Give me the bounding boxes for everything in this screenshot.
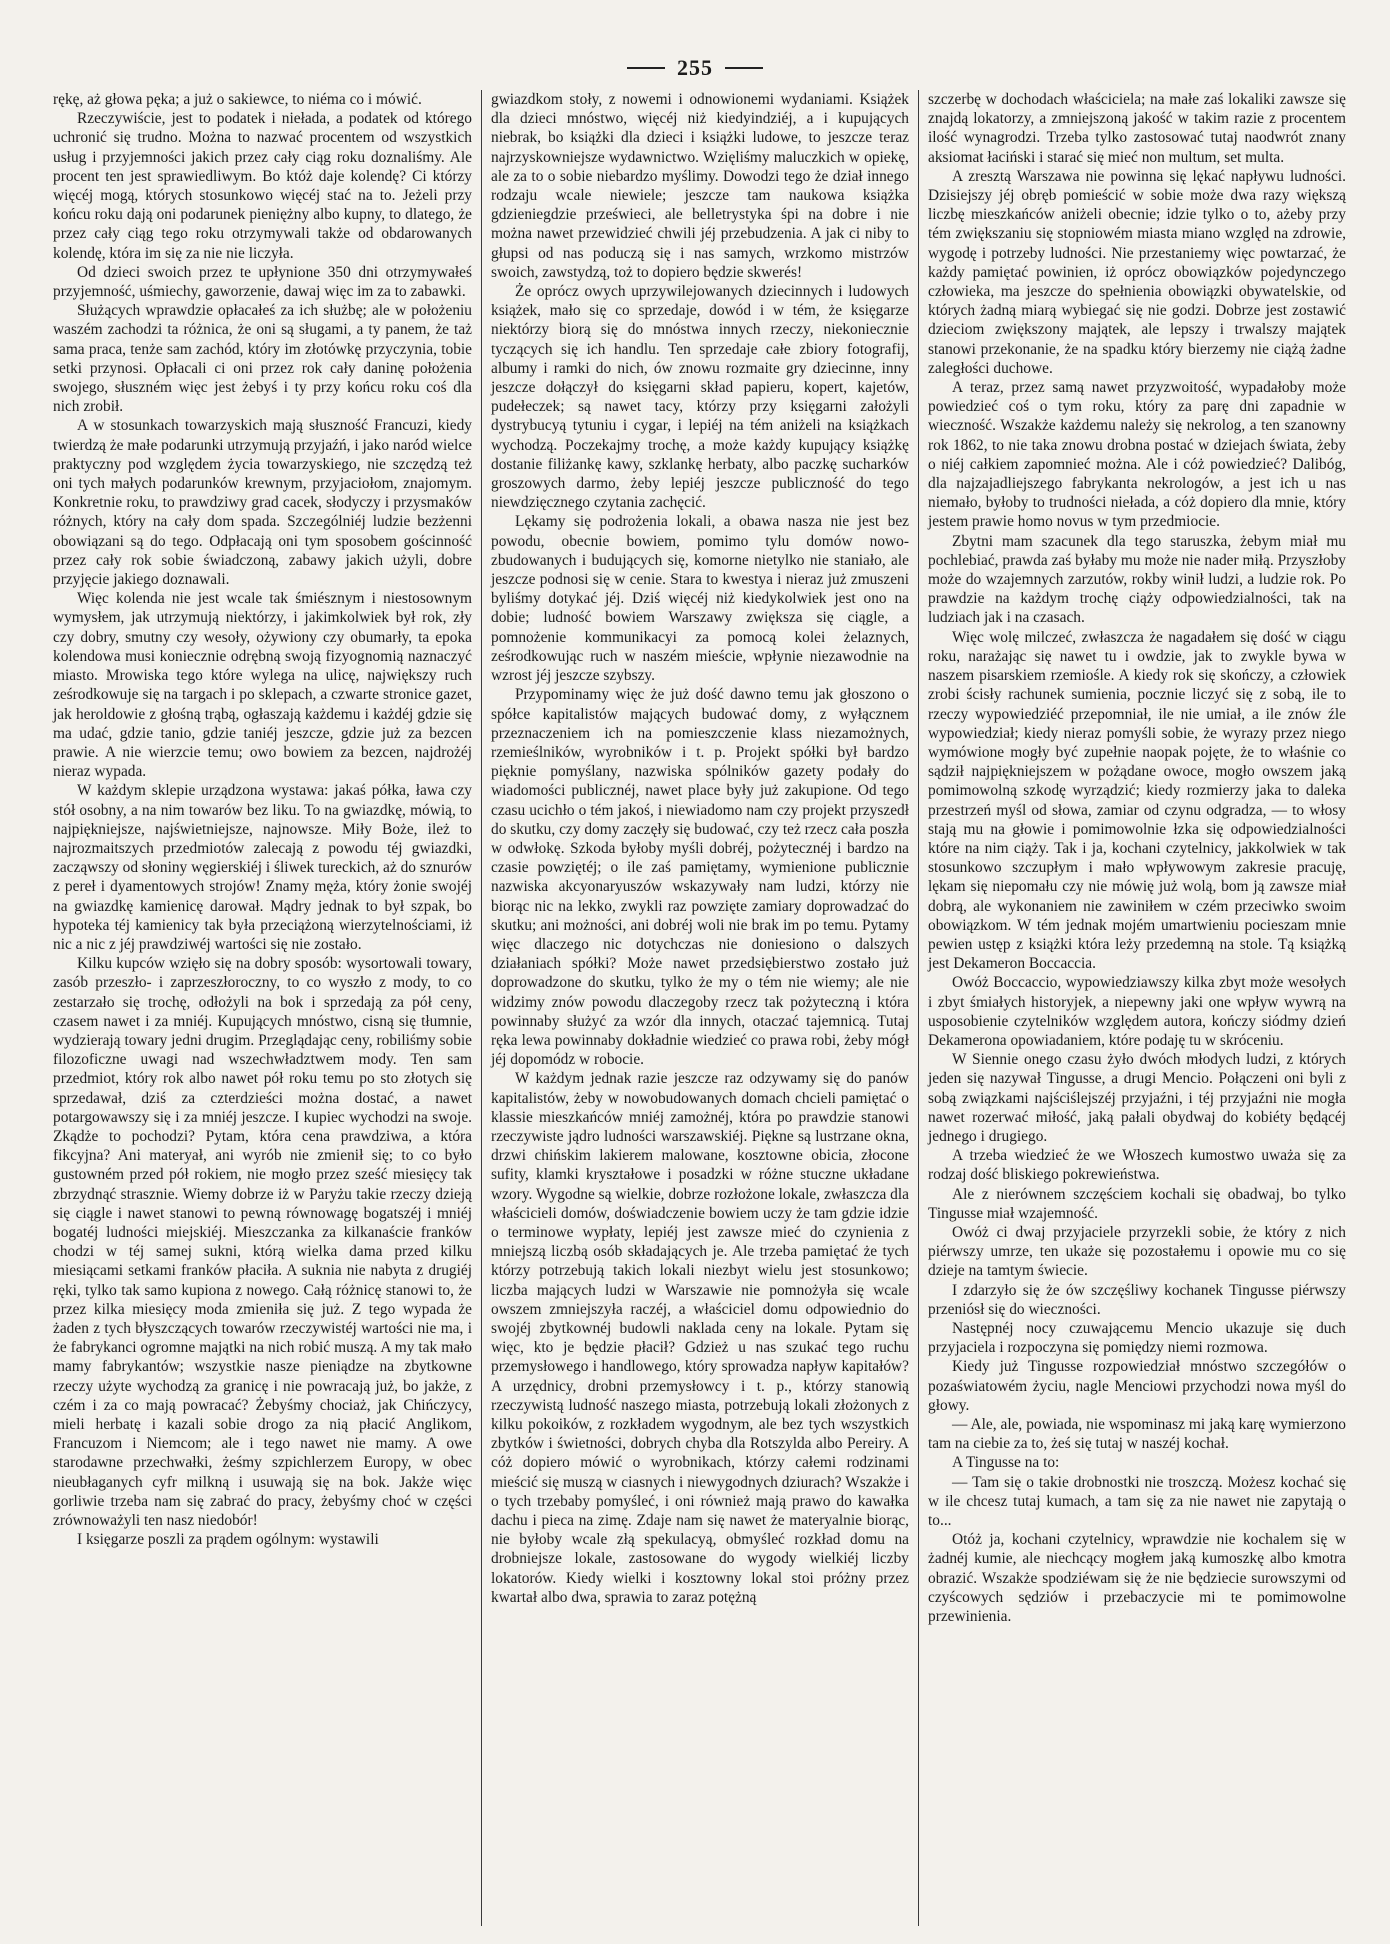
paragraph: A Tingusse na to:: [952, 1454, 1060, 1472]
paragraph: rękę, aż głowa pęka; a już o sakiewce, to niéma co i mówić.: [53, 91, 422, 108]
paragraph: Służących wprawdzie opłacałeś za ich służbę; ale w położeniu waszém zachodzi ta różnica, że oni są sługami, a ty panem, że taż sama praca, tenże sam zachód, który im złotówkę przyczynia, tobie setki przynosi. Opłacali ci oni przez rok cały daninę położenia swojego, słuszném więc jest żebyś i ty przy końcu roku coś dla nich zrobił.: [53, 302, 472, 416]
paragraph: A w stosunkach towarzyskich mają słuszność Francuzi, kiedy twierdzą że małe podarunki utrzymują przyjaźń, i jako naród wielce praktyczny pod względem życia towarzyskiego, nie szczędzą też oni tych małych podarunków krewnym, przyjaciołom, znajomym. Konkretnie roku, to prawdziwy grad cacek, słodyczy i przysmaków różnych, który na cały dom spada. Szczególniéj ludzie bezżenni obowiązani są do tego. Odpłacają oni tym sposobem gościnność przez cały rok sobie świadczoną, zabawy jakich użyli, dobre przyjęcie jakiego doznawali.: [53, 417, 472, 589]
paragraph: Ale z nierównem szczęściem kochali się obadwaj, bo tylko Tingusse miał wzajemność.: [928, 1185, 1346, 1222]
column-2: [481, 90, 918, 1926]
paragraph: — Ale, ale, powiada, nie wspominasz mi jaką karę wymierzono tam na ciebie za to, żeś się tutaj w naszéj kochał.: [928, 1416, 1346, 1453]
paragraph: Od dzieci swoich przez te upłynione 350 dni otrzymywałeś przyjemność, uśmiechy, gaworzenie, dawaj więc im za to zabawki.: [53, 263, 472, 301]
paragraph: Więc kolenda nie jest wcale tak śmiésznym i niestosownym wymysłem, jak utrzymują niektórzy, i jakimkolwiek był rok, zły czy dobry, smutny czy wesoły, ożywiony czy obumarły, ta epoka kolendowa musi koniecznie odrębną swoją fizyognomią naznaczyć miasto. Mrowiska tego które wylega na ulicę, największy ruch ześrodkowuje się na targach i po sklepach, a czwarte stronice gazet, jak heroldowie z głośną trąbą, ogłaszają każdemu i każdéj gdzie się ma udać, gdzie tanio, gdzie taniéj jeszcze, gdzie już za bezcen prawie. A nie wierzcie temu; owo bowiem za bezcen, najdrożéj nieraz wypada.: [53, 590, 472, 781]
paragraph: Owóż ci dwaj przyjaciele przyrzekli sobie, że który z nich piérwszy umrze, ten ukaże się pozostałemu i opowie mu co się dzieje na tamtym świecie.: [928, 1223, 1346, 1280]
paragraph: Że oprócz owych uprzywilejowanych dziecinnych i ludowych książek, mało się co sprzedaje, dowód i w tém, że księgarze niektórzy biorą się do mnóstwa innych rzeczy, niekoniecznie tyczących się ich handlu. Ten sprzedaje całe zbiory fotografij, albumy i ramki do nich, ów znowu rozmaite gry dziecinne, inny jeszcze dołączył do księgarni skład papieru, kopert, kajetów, pudełeczek; są nawet tacy, którzy przy księgarni założyli dystrybucyą tytuniu i cygar, i lepiéj na tém aniżeli na książkach wychodzą. Poczekajmy trochę, a może każdy kupujący książkę dostanie filiżankę kawy, szklankę herbaty, albo paczkę sucharków groszowych darmo, żeby lepiéj jeszcze publiczność do tego niewdzięcznego czytania zachęcić.: [491, 283, 909, 512]
page-header: [0, 50, 1390, 86]
page-number: 255: [677, 55, 713, 80]
paragraph: I zdarzyło się że ów szczęśliwy kochanek Tingusse piérwszy przeniósł się do wieczności.: [928, 1281, 1346, 1318]
paragraph: A zresztą Warszawa nie powinna się lękać napływu ludności. Dzisiejszy jéj obręb pomieścić w sobie może dwa razy większą liczbę mieszkańców aniżeli obecnie; idzie tylko o to, ażeby przy tém zwiększaniu się stopniowém miasta miano względ na zdrowie, wygodę i potrzeby ludności. Nie przestaniemy więc powtarzać, że każdy pamiętać powinien, iż oprócz obowiązków pojedynczego człowieka, ma jeszcze do spełnienia obowiązki obywatelskie, od których żadną miarą wybiegać się nie godzi. Dobrze jest zostawić dzieciom zwiększony majątek, ale lepszy i trwalszy majątek stanowi przekonanie, że na spadku który bierzemy nie ciążą żadne zaległości duchowe.: [928, 167, 1346, 377]
paragraph: W każdym jednak razie jeszcze raz odzywamy się do panów kapitalistów, żeby w nowobudowanych domach chcieli pamiętać o klassie mieszkańców mniéj zamożnéj, która po prawdzie stanowi rzeczywiste jądro ludności warszawskiéj. Piękne są lustrzane okna, drzwi chińskim lakierem malowane, kosztowne obicia, złocone sufity, klamki kryształowe i posadzki w różne stuczne układane wzory. Wygodne są wielkie, dobrze rozłożone lokale, zwłaszcza dla właścicieli domów, doświadczenie bowiem uczy że tam gdzie idzie o terminowe wypłaty, lepiéj jest zawsze mieć do czynienia z mniejszą liczbą osób składających je. Ale trzeba pamiętać że tych którzy potrzebują takich lokali niezbyt wielu jest stosunkowo; liczba mających ludzi w Warszawie nie pomnożyła się wcale owszem zmniejszyła raczéj, a właściciel domu odpowiednio do swojéj zbytkownéj budowli naklada ceny na lokale. Pytam się więc, kto je będzie płacił? Gdzież u nas szukać tego ruchu przemysłowego i handlowego, który sprowadza napływ kapitałów? A urzędnicy, drobni przemysłowcy i t. p., którzy stanowią rzeczywistą ludność naszego miasta, potrzebują lokali złożonych z kilku pokoików, z rozkładem wygodnym, ale bez tych wszystkich zbytków i świetności, dobrych chyba dla Rotszylda albo Pereiry. A cóż dopiero mówić o wyrobnikach, którzy całemi rodzinami mieścić się muszą w ciasnych i niewygodnych dziurach? Wszakże i o tych trzebaby pomyśleć, i oni również mają prawo do kawałka dachu i pieca na zimę. Zdaje nam się nawet że materyalnie biorąc, nie byłoby wcale złą spekulacyą, obmyśleć rozkład domu na drobniejsze lokale, zastosowane do wygody wielkiéj liczby lokatorów. Kiedy wielki i kosztowny lokal stoi próżny przez kwartał albo dwa, sprawia to zaraz potężną: [491, 1070, 909, 1606]
paragraph: W Siennie onego czasu żyło dwóch młodych ludzi, z których jeden się nazywał Tingusse, a drugi Mencio. Połączeni oni byli z sobą związkami najściślejszéj przyjaźni, i téj przyjaźni nie mogła nawet rozerwać miłość, jaką pałali obydwaj do kobiéty będącéj jednego i drugiego.: [928, 1051, 1346, 1145]
paragraph: Przypominamy więc że już dość dawno temu jak głoszono o spółce kapitalistów mających budować domy, z wyłącznem przeznaczeniem ich na pomieszczenie klass niezamożnych, rzemieślników, wyrobników i t. p. Projekt spółki był bardzo pięknie pomyślany, nazwiska spólników gazety podały do wiadomości publicznéj, nawet place były już zakupione. Od tego czasu ucichło o tém jakoś, i niewiadomo nam czy projekt przyszedł do skutku, czy domy zaczęły się budować, czy też rzecz cała poszła w odwłokę. Szkoda byłoby myśli dobréj, pożytecznéj i bardzo na czasie powziętéj; o ile zaś pamiętamy, wymienione publicznie nazwiska akcyonaryuszów wskazywały nam ludzi, którzy nie biorąc nic na lekko, zwykli raz powzięte zamiary doprowadzać do skutku; ani możności, ani dobréj woli nie brak im po temu. Pytamy więc dlaczego nic dotychczas nie doniesiono o dalszych działaniach spółki? Może nawet przedsiębierstwo zostało już doprowadzone do skutku, tylko że my o tém nie wiemy; ale nie widzimy znów powodu dlaczegoby rzecz tak pożyteczną i która powinnaby służyć za wzór dla innych, otaczać tajemnicą. Tutaj ręka lewa powinnaby dokładnie wiedzieć co prawa robi, żeby mógł jéj dopomódz w robocie.: [491, 686, 909, 1069]
paragraph: Następnéj nocy czuwającemu Mencio ukazuje się duch przyjaciela i rozpoczyna się pomiędzy niemi rozmowa.: [928, 1320, 1346, 1357]
header-rule-left: [627, 67, 665, 69]
paragraph: Kiedy już Tingusse rozpowiedział mnóstwo szczegółów o pozaświatowém życiu, nagle Menciowi przychodzi nowa myśl do głowy.: [928, 1358, 1346, 1414]
paragraph: A teraz, przez samą nawet przyzwoitość, wypadałoby może powiedzieć coś o tym roku, który za parę dni zapadnie w wieczność. Wszakże każdemu należy się nekrolog, a ten szanowny rok 1862, to nie taka znowu drobna postać w dziejach świata, żeby o niéj całkiem zapomnieć można. Ale i cóż powiedzieć? Dalibóg, dla najzajadliejszego fabrykanta nekrologów, a jest ich u nas niemało, byłoby to trudności niełada, a cóż dopiero dla mnie, który jestem prawie homo novus w tym przedmiocie.: [928, 379, 1346, 531]
paragraph: — Tam się o takie drobnostki nie troszczą. Możesz kochać się w ile chcesz tutaj kumach, a tam się za nie nawet nie zapytają o to...: [928, 1473, 1346, 1530]
paragraph: Zbytni mam szacunek dla tego staruszka, żebym miał mu pochlebiać, prawda zaś byłaby mu może nie nader miłą. Przyszłoby może do wzajemnych zarzutów, rokby winił ludzi, a ludzie rok. Po prawdzie na każdym trochę ciąży odpowiedzialności, tak na ludziach jak i na czasach.: [928, 532, 1346, 627]
paragraph: Otóż ja, kochani czytelnicy, wprawdzie nie kochalem się w żadnéj kumie, ale niechcący mogłem jaką kumoszkę albo kmotra obrazić. Wszakże spodziéwam się że nie będziecie surowszymi od czyścowych sędziów i przebaczycie mi te pomimowolne przewinienia.: [928, 1531, 1346, 1626]
header-rule-right: [725, 67, 763, 69]
paragraph: A trzeba wiedzieć że we Włoszech kumostwo uważa się za rodzaj dość bliskiego pokrewieństwa.: [928, 1147, 1346, 1184]
paragraph: Rzeczywiście, jest to podatek i niełada, a podatek od którego uchronić się trudno. Można to nazwać procentem od wszystkich usług i przyjemności jakich przez cały ciąg roku doznaliśmy. Ale procent ten jest sprawiedliwym. Bo któż daje kolendę? Ci którzy więcéj mogą, których stosunkowo więcéj stać na to. Jeżeli przy końcu roku dają oni podarunek pieniężny albo kupny, to dlatego, że przez cały ciąg tego roku otrzymywali także od obdarowanych kolendę, która im się za nie nie liczyła.: [53, 110, 472, 262]
column-3: [918, 90, 1355, 1926]
paragraph: Kilku kupców wzięło się na dobry sposób: wysortowali towary, zasób przeszło- i zaprzeszłoroczny, to co wyszło z mody, to co zestarzało się trochę, odłożyli na bok i sprzedają za pół ceny, czasem nawet i za mniéj. Kupujących mnóstwo, cisną się tłumnie, wydzierają towary jedni drugim. Przeglądając ceny, robiliśmy sobie filozoficzne uwagi nad wszechwładztwem mody. Ten sam przedmiot, który rok albo nawet pół roku temu po sto złotych się sprzedawał, dziś za czterdzieści można dostać, a nawet potargowawszy się i za mniéj jeszcze. I kupiec wychodzi na swoje. Zkądże to pochodzi? Pytam, która cena prawdziwa, a która fikcyjna? Ani materyał, ani wyrób nie zmienił się; to co było gustowném przed pół rokiem, nie mogło przez sześć miesięcy tak zbrzydnąć strasznie. Wiemy dobrze iż w Paryżu takie rzeczy dzieją się ciągle i nawet stanowi to pewną równowagę bogatszéj i mniéj bogatéj ludności miejskiéj. Mieszczanka za kilkanaście franków chodzi w téj samej sukni, którą wielka dama przed kilku miesiącami setkami franków płaciła. A suknia nie nabyta z drugiéj ręki, tylko tak samo kupiona z nowego. Całą różnicę stanowi to, że przez kilka miesięcy moda zmieniła się już. Z tego wypada że żaden z tych błyszczących towarów rzeczywistéj wartości nie ma, i że fabrykanci ogromne majątki na nich robić muszą. A my tak mało mamy fabrykantów; wszystkie nasze pieniądze na zbytkowne rzeczy użyte wychodzą za granicę i nie powracają już, bo jakże, z czém i za co mają powracać? Żebyśmy chociaż, jak Chińczycy, mieli herbatę i kazali sobie drogo za nią płacić Anglikom, Francuzom i Niemcom; ale i tego nawet nie mamy. A owe starodawne przechwałki, żeśmy szpichlerzem Europy, w obec nieubłaganych cyfr milkną i usuwają się na bok. Jakże więc gorliwie trzeba nam się zabrać do pracy, żebyśmy choć w części zrównoważyli ten nasz niedobór!: [53, 955, 472, 1530]
paragraph: Więc wolę milczeć, zwłaszcza że nagadałem się dość w ciągu roku, narażając się nawet tu i owdzie, jak to zwykle bywa w naszem pisarskiem rzemiośle. A kiedy rok się skończy, a człowiek zrobi ścisły rachunek sumienia, pocznie liczyć się z sobą, ile to rzeczy wypowiedziéć przepomniał, ile nie umiał, a ile znów źle wypowiedział; kiedy nieraz pomyśli sobie, że wyrazy przez niego wymówione mogły być zupełnie naopak pojęte, że to właśnie co sądził najpiękniejszem w pożądane owoce, mogło owszem jaką pomimowolną szkodę wyrządzić; kiedy rozmierzy jaka to daleka przestrzeń myśl od słowa, zamiar od czynu odgradza, — to włosy stają mu na głowie i pomimowolnie łzka się odpowiedzialności które na nim ciąży. Tak i ja, kochani czytelnicy, jakkolwiek w tak stosunkowo szczupłym i mało wpływowym zakresie pracuję, lękam się niepomału czy nie mówię już wolą, bom ją zawsze miał dobrą, ale wykonaniem nie zawiniłem w czém przeciwko swoim obowiązkom. W tém jednak mojém umartwieniu pocieszam mnie pewien ustęp z książki która leży przedemną na stole. Tą książką jest Dekameron Boccaccia.: [928, 628, 1346, 973]
paragraph: szczerbę w dochodach właściciela; na małe zaś lokaliki zawsze się znajdą lokatorzy, a zmniejszoną jakość w takim razie z procentem ilość wynagrodzi. Trzeba tylko zastosować tutaj naodwrót znany aksiomat łaciński i starać się mieć non multum, set multa.: [928, 91, 1346, 166]
paragraph: Owóż Boccaccio, wypowiedziawszy kilka zbyt może wesołych i zbyt śmiałych historyjek, a niepewny jaki one wpływ wywrą na usposobienie czytelników względem autora, kończy siódmy dzień Dekamerona opowiadaniem, które podaję tu w skróceniu.: [928, 974, 1346, 1049]
paragraph: gwiazdkom stoły, z nowemi i odnowionemi wydaniami. Książek dla dzieci mnóstwo, więcéj niż kiedyindziéj, a i kupujących niebrak, bo książki dla dzieci i książki ludowe, to jeszcze teraz najrzyskowniejsze wydawnictwo. Wzięliśmy maluczkich w opiekę, ale za to o sobie niebardzo myślimy. Dowodzi tego że dział innego rodzaju wcale niewiele; jeszcze tam naukowa książka gdzieniegdzie prześwieci, ale belletrystyka śpi na dobre i nie można nawet przewidzieć chwili jéj przebudzenia. A jak ci niby to głupsi od nas poduczą się i nas samych, wrzkomo mistrzów swoich, zawstydzą, toż to dopiero będzie skwerés!: [491, 91, 909, 281]
text-columns: [44, 90, 1356, 1926]
column-1: [44, 90, 481, 1926]
paragraph: Lękamy się podrożenia lokali, a obawa nasza nie jest bez powodu, obecnie bowiem, pomimo tylu domów nowo-zbudowanych i budujących się, komorne nietylko nie staniało, ale jeszcze podnosi się w cenie. Stara to kwestya i nieraz już zmuszeni byliśmy dotykać jéj. Dziś więcéj niż kiedykolwiek jest ono na dobie; ludność bowiem Warszawy zwiększa się ciągle, a pomnożenie kommunikacyi za pomocą kolei żelaznych, ześrodkowując ruch w naszém mieście, wpłynie niezawodnie na wzrost jéj jeszcze szybszy.: [491, 513, 909, 685]
paragraph: I księgarze poszli za prądem ogólnym: wystawili: [77, 1531, 379, 1549]
paragraph: W każdym sklepie urządzona wystawa: jakaś półka, ława czy stół osobny, a na nim towarów bez liku. To na gwiazdkę, mówią, to najpiękniejsze, najświetniejsze, najnowsze. Miły Boże, ileż to najrozmaitszych przedmiotów zalecają z powodu téj gwiazdki, zacząwszy od słoniny węgierskiéj i śliwek tureckich, aż do sznurów z pereł i dyamentowych strojów! Znamy męża, który żonie swojéj na gwiazdkę kamienicę darował. Mądry jednak to był szpak, bo hypoteka téj kamienicy tak była przeciążoną wierzytelnościami, iż nic a nic z jéj prawdziwéj wartości się nie zostało.: [53, 782, 472, 953]
